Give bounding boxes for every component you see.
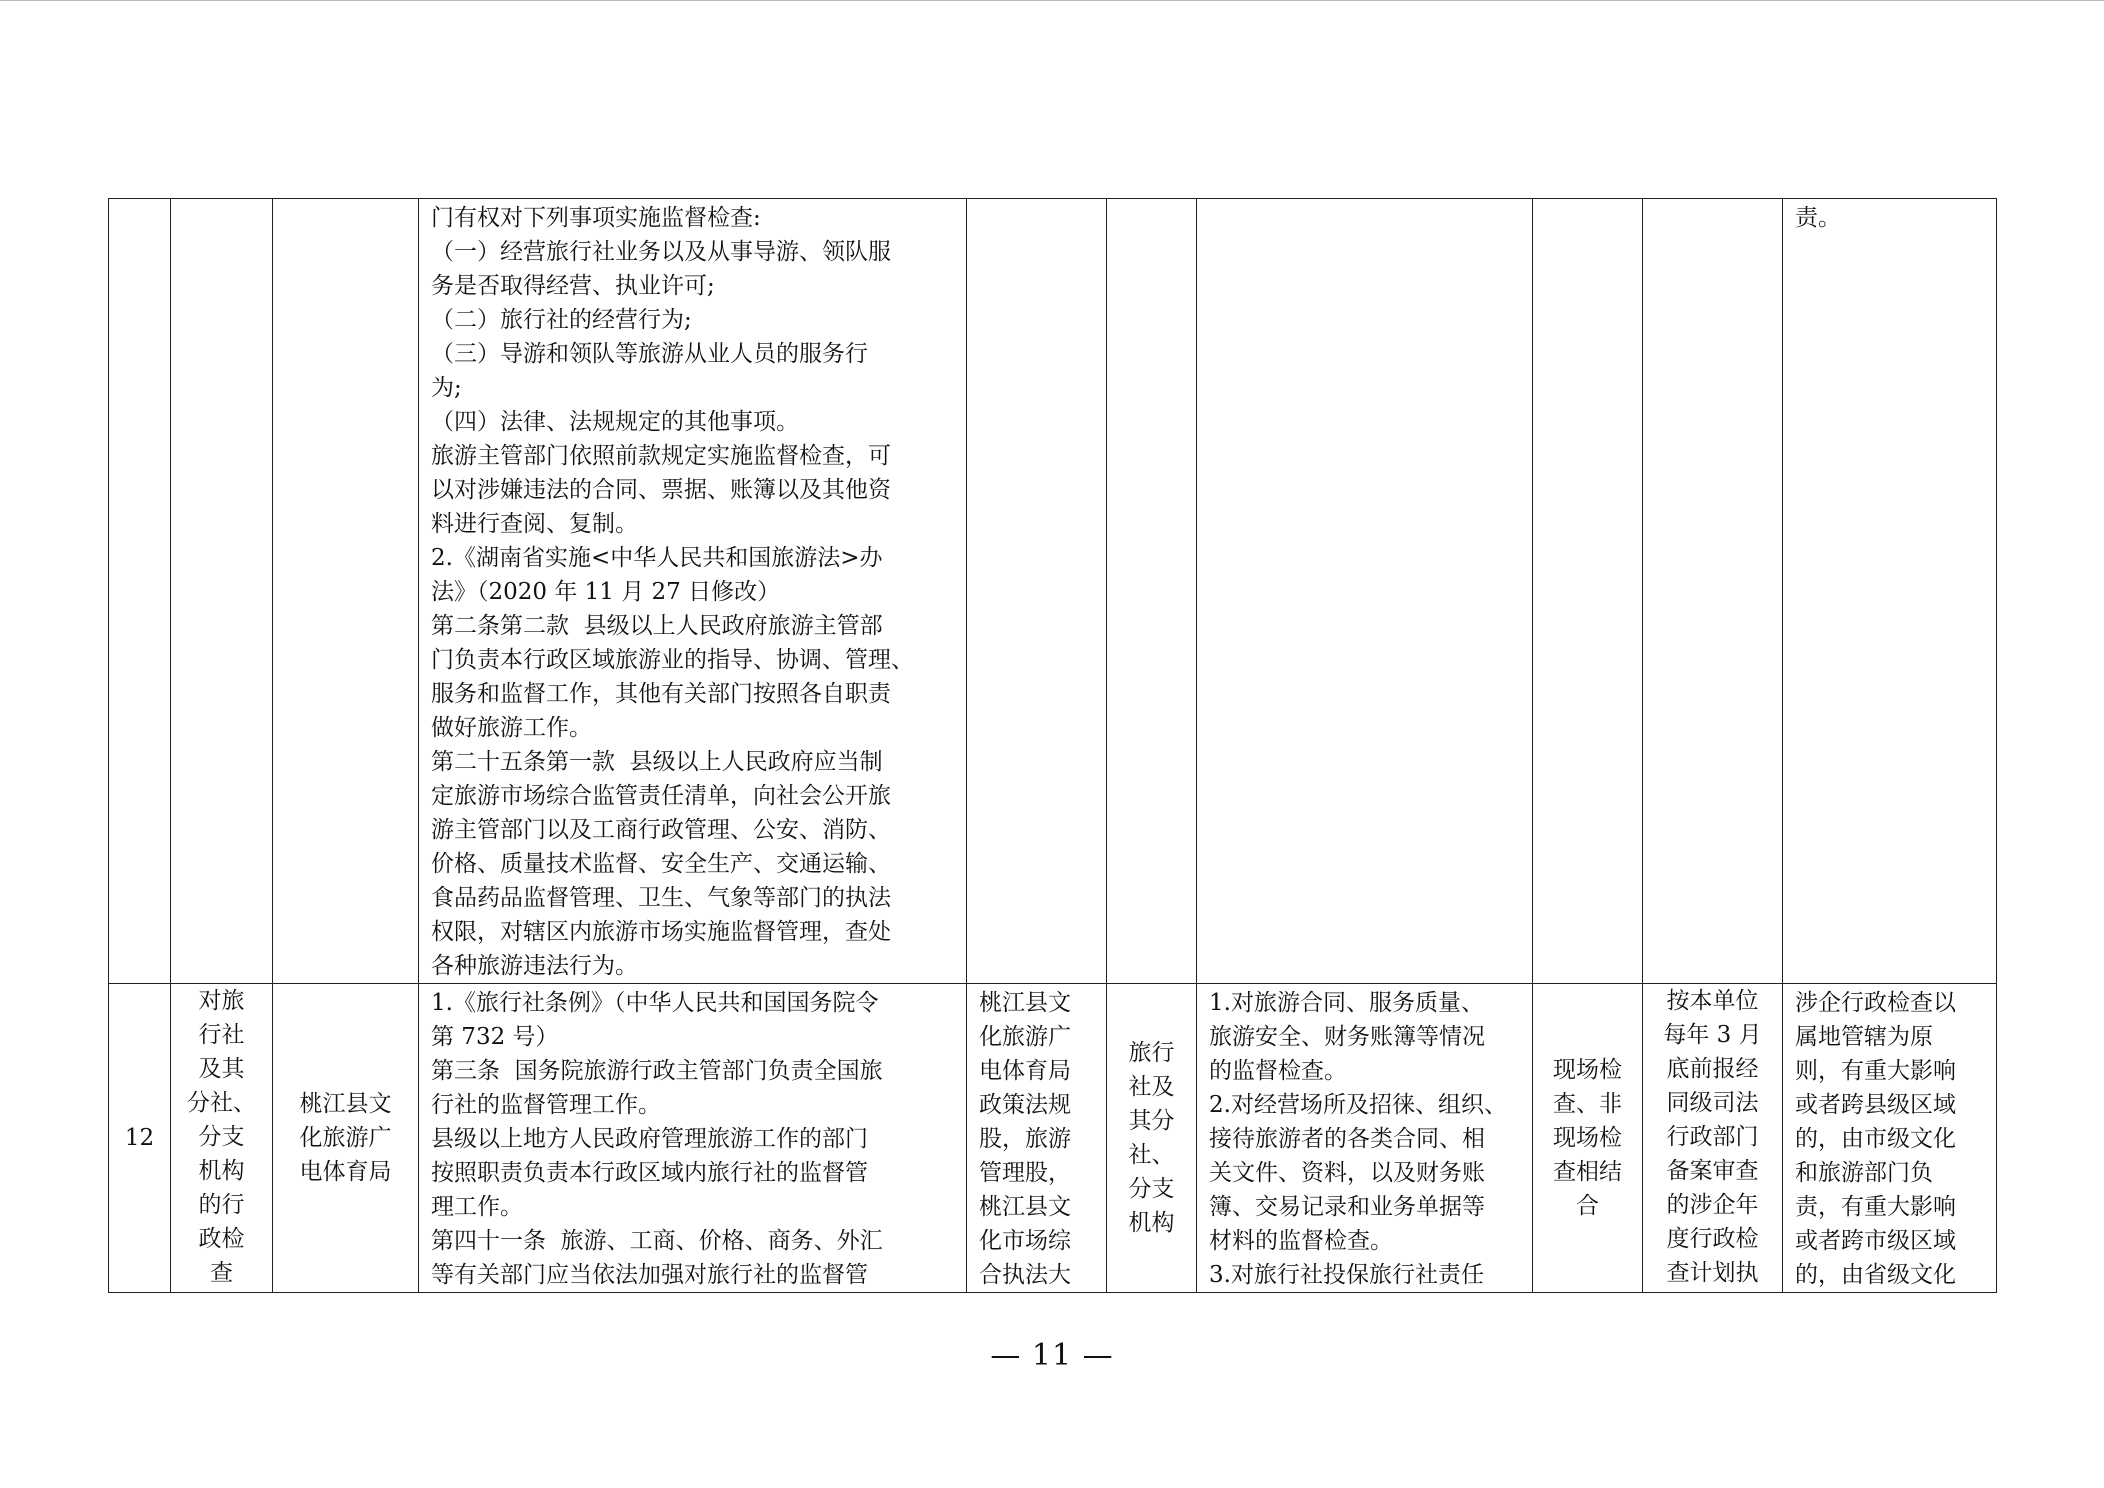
- cell-content: [1197, 984, 1533, 1293]
- agency-name: 桃江县文 化旅游广 电体育局: [299, 1091, 392, 1185]
- cell-frequency: [1643, 984, 1783, 1293]
- inspection-table: [108, 198, 1997, 1293]
- cell-target: [1107, 199, 1197, 984]
- cell-legal-basis: [419, 984, 967, 1293]
- legal-basis-text: 1.《旅行社条例》（中华人民共和国国务院令 第 732 号） 第三条 国务院旅游行政主管部门负责全国旅 行社的监督管理工作。 县级以上地方人民政府管理旅游工作的部门 按照职责负责本行政区域内旅行社的监督管 理工作。 第四十一条 旅游、工商、价格、商务、外汇 等有关部门应当依法加强对旅行社的监督管: [431, 990, 883, 1288]
- cell-legal-basis: [419, 199, 967, 984]
- cell-remarks: [1783, 199, 1997, 984]
- cell-agency: [273, 199, 419, 984]
- cell-content: [1197, 199, 1533, 984]
- implementer-text: 桃江县文 化旅游广 电体育局 政策法规 股，旅游 管理股， 桃江县文 化市场综 合执法大: [979, 990, 1071, 1288]
- cell-item: [171, 199, 273, 984]
- frequency-text: 按本单位 每年 3 月 底前报经 同级司法 行政部门 备案审查 的涉企年 度行政检 查计划执: [1663, 988, 1762, 1286]
- content-text: 1.对旅游合同、服务质量、 旅游安全、财务账簿等情况 的监督检查。 2.对经营场所及招徕、组织、 接待旅游者的各类合同、相 关文件、资料，以及财务账 簿、交易记录和业务单据等 材料的监督检查。 3.对旅行社投保旅行社责任: [1209, 990, 1507, 1288]
- cell-implementer: [967, 984, 1107, 1293]
- remarks-text: 责。: [1795, 205, 1841, 231]
- cell-item: [171, 984, 273, 1293]
- table-row-continued: [109, 199, 1997, 984]
- page-top-edge: [0, 0, 2104, 1]
- cell-implementer: [967, 199, 1107, 984]
- legal-basis-text: 门有权对下列事项实施监督检查: （一）经营旅行社业务以及从事导游、领队服 务是否取得经营、执业许可; （二）旅行社的经营行为; （三）导游和领队等旅游从业人员的服务行 为; （四）法律、法规规定的其他事项。 旅游主管部门依照前款规定实施监督检查，可 以对涉嫌违法的合同、票据、账簿以及其他资 料进行查阅、复制。 2.《湖南省实施<中华人民共和国旅游法>办 法》（2020 年 11 月 27 日修改） 第二条第二款 县级以上人民政府旅游主管部 门负责本行政区域旅游业的指导、协调、管理、 服务和监督工作，其他有关部门按照各自职责 做好旅游工作。 第二十五条第一款 县级以上人民政府应当制 定旅游市场综合监管责任清单，向社会公开旅 游主管部门以及工商行政管理、公安、消防、 价格、质量技术监督、安全生产、交通运输、 食品药品监督管理、卫生、气象等部门的执法 权限，对辖区内旅游市场实施监督管理，查处 各种旅游违法行为。: [431, 205, 914, 979]
- item-name: 对旅 行社 及其 分社、 分支 机构 的行 政检 查: [187, 988, 256, 1286]
- row-number: 12: [124, 1125, 155, 1151]
- cell-method: [1533, 984, 1643, 1293]
- method-text: 现场检 查、非 现场检 查相结 合: [1553, 1057, 1622, 1219]
- cell-method: [1533, 199, 1643, 984]
- cell-number: [109, 199, 171, 984]
- cell-remarks: [1783, 984, 1997, 1293]
- cell-frequency: [1643, 199, 1783, 984]
- cell-agency: [273, 984, 419, 1293]
- table-row-12: [109, 984, 1997, 1293]
- cell-number: [109, 984, 171, 1293]
- page-number: — 11 —: [990, 1338, 1114, 1373]
- cell-target: [1107, 984, 1197, 1293]
- target-text: 旅行 社及 其分 社、 分支 机构: [1128, 1040, 1175, 1236]
- remarks-text: 涉企行政检查以 属地管辖为原 则，有重大影响 或者跨县级区域 的，由市级文化 和旅游部门负 责，有重大影响 或者跨市级区域 的，由省级文化: [1795, 990, 1956, 1288]
